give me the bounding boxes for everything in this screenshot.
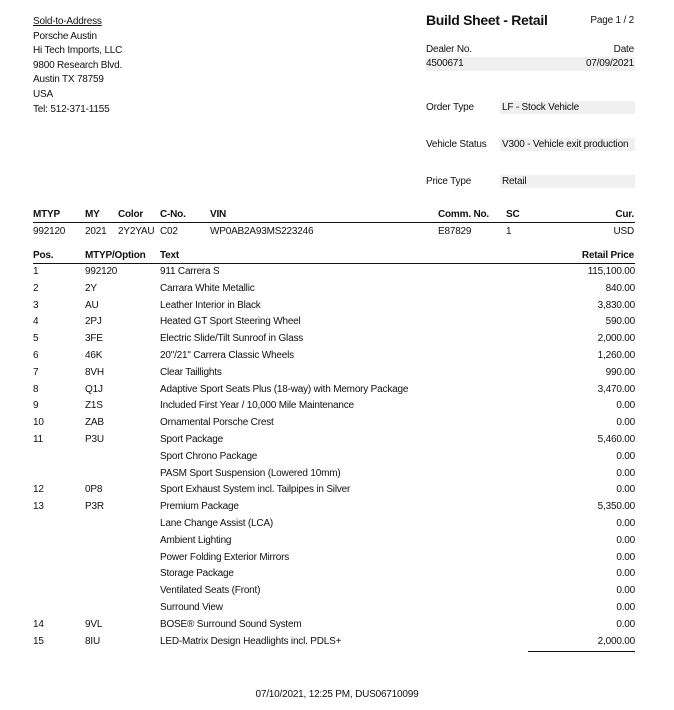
item-option: ZAB: [85, 417, 104, 429]
item-pos: 2: [33, 282, 39, 294]
item-text: Clear Taillights: [160, 366, 222, 378]
item-option: 992120: [85, 266, 118, 277]
item-option: 0P8: [85, 484, 103, 496]
table-row: [0, 283, 674, 300]
option-header: MTYP/Option: [85, 250, 146, 261]
item-price: 590.00: [605, 316, 635, 328]
color-header: Color: [118, 209, 144, 220]
address-line: Porsche Austin: [33, 30, 97, 42]
table-row: [0, 552, 674, 569]
item-option: 9VL: [85, 618, 103, 630]
item-text: Power Folding Exterior Mirrors: [160, 551, 290, 563]
currency-header: Cur.: [615, 209, 634, 220]
item-option: 46K: [85, 350, 103, 361]
item-option: Z1S: [85, 400, 103, 412]
item-price: 5,350.00: [597, 501, 635, 513]
item-text: BOSE® Surround Sound System: [160, 618, 302, 630]
item-price: 840.00: [605, 282, 635, 294]
table-row: [0, 434, 674, 451]
item-price: 0.00: [616, 417, 635, 429]
table-row: [0, 451, 674, 468]
item-text: 20"/21" Carrera Classic Wheels: [160, 350, 294, 361]
item-price: 0.00: [616, 568, 635, 580]
item-pos: 11: [33, 434, 43, 445]
item-pos: 5: [33, 333, 39, 345]
footer-timestamp: 07/10/2021, 12:25 PM, DUS06710099: [255, 689, 419, 700]
vin-value: WP0AB2A93MS223246: [210, 226, 314, 237]
item-option: 2Y: [85, 282, 97, 294]
item-text: Heated GT Sport Steering Wheel: [160, 316, 301, 328]
item-pos: 14: [33, 618, 44, 630]
retail-price-header: Retail Price: [581, 250, 634, 261]
item-price: 2,000.00: [597, 333, 635, 345]
my-header: MY: [85, 209, 100, 220]
date-label: Date: [613, 44, 634, 55]
item-pos: 9: [33, 400, 39, 412]
table-row: [0, 266, 674, 283]
table-row: [0, 518, 674, 535]
table-row: [0, 350, 674, 367]
item-text: Leather Interior in Black: [160, 299, 261, 311]
item-pos: 1: [33, 266, 39, 277]
table-row: [0, 468, 674, 485]
item-text: Premium Package: [160, 501, 239, 513]
sc-value: 1: [506, 226, 512, 237]
table-row: [0, 400, 674, 417]
item-text: 911 Carrera S: [160, 266, 220, 277]
dealer-number: 4500671: [426, 58, 464, 69]
address-line: Austin TX 78759: [33, 74, 104, 86]
item-option: AU: [85, 299, 99, 311]
table-row: [0, 333, 674, 350]
item-text: Carrara White Metallic: [160, 282, 255, 294]
item-text: Adaptive Sport Seats Plus (18-way) with Memory Package: [160, 383, 409, 395]
item-pos: 3: [33, 299, 39, 311]
item-option: P3U: [85, 434, 104, 445]
item-option: 3FE: [85, 333, 103, 345]
item-price: 0.00: [616, 484, 635, 496]
address-line: 9800 Research Blvd.: [33, 59, 123, 71]
item-pos: 4: [33, 316, 39, 328]
table-row: [0, 484, 674, 501]
table-row: [0, 585, 674, 602]
item-text: Sport Package: [160, 434, 223, 445]
item-text: Ornamental Porsche Crest: [160, 417, 274, 429]
item-text: LED-Matrix Design Headlights incl. PDLS+: [160, 635, 342, 647]
item-price: 0.00: [616, 467, 635, 479]
page-number: Page 1 / 2: [590, 15, 634, 26]
sc-header: SC: [506, 209, 520, 220]
date-value: 07/09/2021: [585, 58, 634, 69]
item-text: Storage Package: [160, 568, 234, 580]
item-price: 990.00: [605, 366, 635, 378]
item-text: Surround View: [160, 602, 223, 613]
item-pos: 12: [33, 484, 44, 496]
item-pos: 10: [33, 417, 44, 429]
address-line: Tel: 512-371-1155: [33, 103, 110, 115]
item-option: P3R: [85, 501, 104, 513]
item-pos: 15: [33, 635, 44, 647]
item-pos: 13: [33, 501, 44, 513]
item-price: 0.00: [616, 585, 635, 597]
vin-header: VIN: [210, 209, 227, 220]
item-price: 0.00: [616, 518, 635, 529]
item-price: 0.00: [616, 534, 635, 546]
my-value: 2021: [85, 226, 107, 237]
item-price: 5,460.00: [597, 434, 635, 445]
order-type-label: Order Type: [426, 102, 474, 113]
price-type-value: Retail: [500, 175, 635, 188]
item-option: 8VH: [85, 366, 104, 378]
item-price: 0.00: [616, 551, 635, 563]
item-option: 8IU: [85, 635, 100, 647]
item-text: Ventilated Seats (Front): [160, 585, 261, 597]
item-text: Ambient Lighting: [160, 534, 232, 546]
price-type-label: Price Type: [426, 176, 472, 187]
item-price: 115,100.00: [587, 266, 635, 277]
address-line: Hi Tech Imports, LLC: [33, 45, 123, 57]
sold-to-address: [33, 15, 122, 117]
item-price: 0.00: [616, 400, 635, 412]
dealer-label: Dealer No.: [426, 44, 472, 55]
divider: [33, 263, 635, 264]
item-text: Sport Chrono Package: [160, 450, 258, 462]
item-price: 3,470.00: [597, 383, 635, 395]
item-price: 3,830.00: [597, 299, 635, 311]
order-type-value: LF - Stock Vehicle: [500, 101, 635, 114]
table-row: [0, 535, 674, 552]
item-price: 2,000.00: [597, 635, 635, 647]
item-price: 0.00: [616, 602, 635, 613]
currency-value: USD: [613, 226, 634, 237]
address-title: Sold-to-Address: [33, 16, 102, 27]
mtyp-value: 992120: [33, 226, 66, 237]
item-text: Included First Year / 10,000 Mile Maintenance: [160, 400, 354, 412]
table-row: [0, 316, 674, 333]
item-price: 0.00: [616, 618, 635, 630]
table-row: [0, 568, 674, 585]
table-row: [0, 501, 674, 518]
vehicle-status-value: V300 - Vehicle exit production: [500, 138, 635, 151]
comm-no-header: Comm. No.: [438, 209, 489, 220]
table-row: [0, 417, 674, 434]
item-pos: 8: [33, 383, 39, 395]
table-row: [0, 619, 674, 636]
color-value: 2Y2YAU: [118, 226, 155, 237]
address-line: USA: [33, 88, 53, 100]
table-row: [0, 367, 674, 384]
text-header: Text: [160, 250, 180, 261]
item-text: PASM Sport Suspension (Lowered 10mm): [160, 467, 341, 479]
pos-header: Pos.: [33, 250, 54, 261]
total-underline: [528, 651, 635, 652]
document-title: Build Sheet - Retail: [426, 12, 548, 28]
cno-value: C02: [160, 226, 178, 237]
item-option: 2PJ: [85, 316, 102, 328]
item-price: 1,260.00: [597, 350, 635, 361]
item-pos: 6: [33, 350, 39, 361]
mtyp-header: MTYP: [33, 209, 60, 220]
table-row: [0, 602, 674, 619]
item-text: Sport Exhaust System incl. Tailpipes in Silver: [160, 484, 351, 496]
item-price: 0.00: [616, 450, 635, 462]
table-row: [0, 636, 674, 653]
item-option: Q1J: [85, 383, 103, 395]
item-text: Lane Change Assist (LCA): [160, 518, 274, 529]
table-row: [0, 384, 674, 401]
cno-header: C-No.: [160, 209, 186, 220]
divider: [33, 222, 635, 223]
comm-no-value: E87829: [438, 226, 472, 237]
vehicle-status-label: Vehicle Status: [426, 139, 487, 150]
item-text: Electric Slide/Tilt Sunroof in Glass: [160, 333, 304, 345]
item-pos: 7: [33, 366, 39, 378]
table-row: [0, 300, 674, 317]
